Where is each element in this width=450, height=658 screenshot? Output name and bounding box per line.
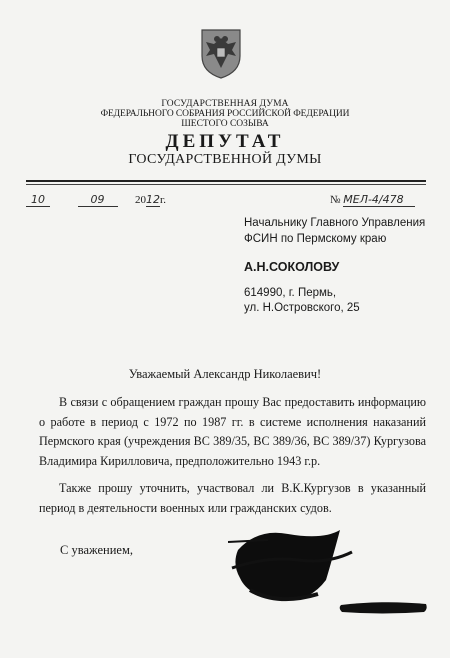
header-divider (26, 180, 426, 182)
recipient-line-2: ФСИН по Пермскому краю (244, 233, 387, 245)
date-year-prefix: 20 (135, 194, 146, 206)
reference-prefix: № (330, 194, 341, 206)
body-paragraph-1: В связи с обращением граждан прошу Вас предоставить информацию о работе в период с 1972 по 1987 гг. в системе исполнения наказаний Пермского края (учреждения ВС 389/35, ВС 389/36, ВС 389/37) Кургузова Владимира Кирилловича, предположительно 1943 г.р. (39, 395, 426, 468)
date-month: 09 (78, 193, 118, 207)
date-suffix: г. (160, 194, 167, 206)
body-paragraph-2: Также прошу уточнить, участвовал ли В.К.Кургузов в указанный период в деятельности военных или гражданских судов. (39, 481, 426, 515)
reference-number (330, 193, 415, 207)
date-year-suffix: 12 (146, 193, 160, 206)
redacted-signature (228, 520, 353, 608)
recipient-line-1: Начальнику Главного Управления (244, 217, 426, 229)
recipient-name: А.Н.СОКОЛОВУ (244, 260, 340, 274)
coat-of-arms-icon (196, 26, 246, 80)
recipient-address-1: 614990, г. Пермь, (244, 287, 337, 299)
recipient-address-2: ул. Н.Островского, 25 (244, 302, 360, 314)
header-divider-thin (26, 184, 426, 185)
header-line-1: ГОСУДАРСТВЕННАЯ ДУМА (161, 99, 289, 109)
date-field (26, 193, 166, 207)
reference-value: МЕЛ-4/478 (343, 193, 415, 207)
header-line-3: ШЕСТОГО СОЗЫВА (181, 119, 269, 129)
header-line-2: ФЕДЕРАЛЬНОГО СОБРАНИЯ РОССИЙСКОЙ ФЕДЕРАЦИИ (100, 109, 350, 119)
header-subtitle: ГОСУДАРСТВЕННОЙ ДУМЫ (128, 152, 322, 167)
header-title: ДЕПУТАТ (165, 131, 285, 152)
salutation: Уважаемый Александр Николаевич! (128, 367, 322, 381)
date-day: 10 (26, 193, 50, 207)
redacted-name (338, 600, 428, 614)
closing: С уважением, (60, 543, 133, 557)
